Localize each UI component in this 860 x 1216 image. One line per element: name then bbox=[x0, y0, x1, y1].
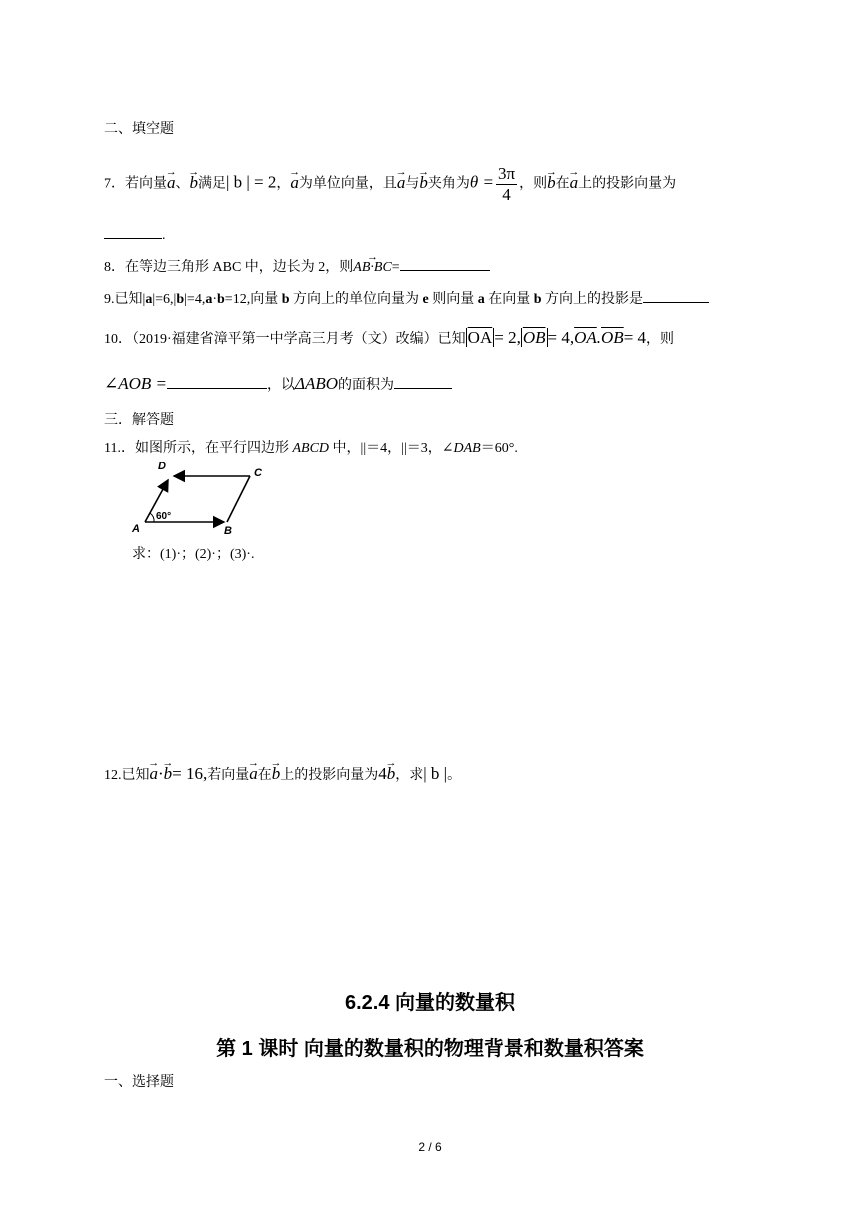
label-d: D bbox=[158, 462, 166, 472]
question-10: 10．（2019·福建省漳平第一中学高三月考（文）改编）已知 $\overline{OA} = 2$, $\overline{OB} = 4,\overline{OA}.\overline{OB}= 4$，则 bbox=[104, 328, 675, 347]
label-b: B bbox=[224, 525, 232, 534]
question-9-answer-blank[interactable] bbox=[643, 288, 709, 303]
question-10-area-blank[interactable] bbox=[394, 374, 452, 389]
lesson-title: 第 1 课时 向量的数量积的物理背景和数量积答案 bbox=[216, 1038, 644, 1060]
question-10-angle-blank[interactable] bbox=[167, 374, 267, 389]
section-fill-in-heading: 二、填空题 bbox=[104, 122, 174, 137]
angle-label: 60° bbox=[156, 511, 172, 522]
question-9: 9.已知|a|=6,|b|=4,a·b=12,向量 b 方向上的单位向量为 e 则向量 a 在向量 b 方向上的投影是 bbox=[104, 288, 709, 309]
parallelogram-figure bbox=[128, 462, 268, 534]
page-number: 2 / 6 bbox=[418, 1140, 442, 1154]
section-choice-heading: 一、选择题 bbox=[104, 1075, 174, 1090]
question-8-answer-blank[interactable] bbox=[400, 256, 490, 271]
question-8: 8．在等边三角形 ABC 中，边长为 2，则→ AB·BC= bbox=[104, 256, 490, 277]
question-7-answer-blank[interactable]: . bbox=[104, 224, 166, 245]
side-bc bbox=[227, 476, 250, 522]
question-11-ask: 求：(1)·；(2)·；(3)·. bbox=[132, 547, 255, 562]
question-7: 7．若向量→ a、→ b满足| b | = 2，→ a为单位向量，且→ a与→ b夹角为θ = $\frac{3\pi}{4}$ ，则→ b在→ a上的投影向量为 bbox=[104, 164, 676, 205]
fraction-3pi-over-4: $\frac{3\pi}{4}$ bbox=[497, 164, 516, 204]
question-12: 12.已知→ a·→ b= 16,若向量→ a在→ b上的投影向量为4→ b，求| b |。 bbox=[104, 762, 461, 788]
label-c: C bbox=[254, 467, 262, 479]
question-10-cont: ∠AOB = ，以ΔABO的面积为 bbox=[104, 372, 452, 398]
angle-arc bbox=[150, 513, 154, 522]
question-11: 11.．如图所示，在平行四边形 ABCD 中，||＝4，||＝3，∠DAB＝60°. bbox=[104, 441, 518, 456]
label-a: A bbox=[132, 523, 140, 534]
section-title: 6.2.4 向量的数量积 bbox=[344, 992, 516, 1014]
section-solve-heading: 三．解答题 bbox=[104, 413, 174, 428]
